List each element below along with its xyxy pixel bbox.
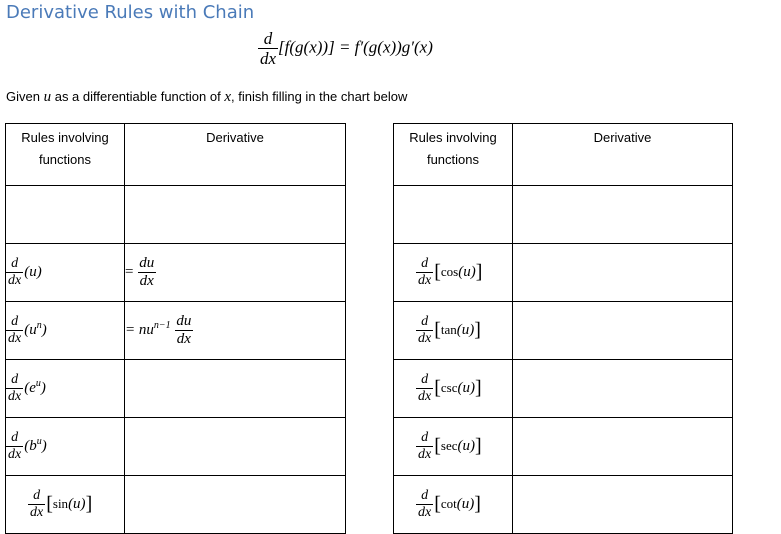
derivative-answer-blank[interactable] [513, 302, 733, 360]
right-rules-table [393, 123, 733, 534]
rule-expression: $\frac{d}{dx}$ (u) [6, 244, 125, 302]
derivative-answer-blank[interactable] [513, 418, 733, 476]
table-row [6, 476, 346, 534]
table-header-row [394, 124, 733, 186]
table-row [6, 360, 346, 418]
table-row [6, 244, 346, 302]
table-row [394, 418, 733, 476]
rule-expression: $\frac{d}{dx}$ $(e^u)$ [6, 360, 125, 418]
rule-expression: $\frac{d}{dx}$ [sin(u)] [6, 476, 125, 534]
rule-expression: $\frac{d}{dx}$ [sec(u)] [394, 418, 513, 476]
left-rules-table [5, 123, 346, 534]
table-header-row [6, 124, 346, 186]
rules-header: Rules involving functions [394, 124, 513, 186]
derivative-answer-blank[interactable] [513, 360, 733, 418]
derivative-answer-blank[interactable] [125, 476, 346, 534]
derivative-answer[interactable]: = $nu^{n-1}$ $\frac{du}{dx}$ [125, 302, 346, 360]
derivative-operator: $\frac{d}{dx}$ [260, 29, 277, 68]
table-row [394, 360, 733, 418]
derivative-answer-blank[interactable] [125, 360, 346, 418]
derivative-answer-blank[interactable] [125, 418, 346, 476]
derivative-answer[interactable]: = $\frac{du}{dx}$ [125, 244, 346, 302]
derivative-header: Derivative [125, 124, 346, 186]
instruction-text: Given u as a differentiable function of x, finish filling in the chart below [6, 89, 408, 105]
derivative-answer-blank[interactable] [513, 244, 733, 302]
rule-expression: $\frac{d}{dx}$ [cos(u)] [394, 244, 513, 302]
rule-expression: $\frac{d}{dx}$ [tan(u)] [394, 302, 513, 360]
rules-header: Rules involving functions [6, 124, 125, 186]
table-row [6, 418, 346, 476]
table-row [394, 244, 733, 302]
derivative-answer-blank[interactable] [513, 476, 733, 534]
chain-rule-lhs: [f(g(x))] [278, 37, 335, 57]
table-row [6, 302, 346, 360]
rule-expression: $\frac{d}{dx}$ $(b^u)$ [6, 418, 125, 476]
rule-expression: $\frac{d}{dx}$ $(u^n)$ [6, 302, 125, 360]
table-row [394, 476, 733, 534]
chain-rule-rhs: = f′(g(x))g′(x) [338, 37, 433, 57]
rule-expression: $\frac{d}{dx}$ [cot(u)] [394, 476, 513, 534]
derivative-header: Derivative [513, 124, 733, 186]
rule-expression: $\frac{d}{dx}$ [csc(u)] [394, 360, 513, 418]
chain-rule-formula [258, 30, 433, 67]
page-title: Derivative Rules with Chain [6, 2, 255, 23]
table-row [394, 302, 733, 360]
